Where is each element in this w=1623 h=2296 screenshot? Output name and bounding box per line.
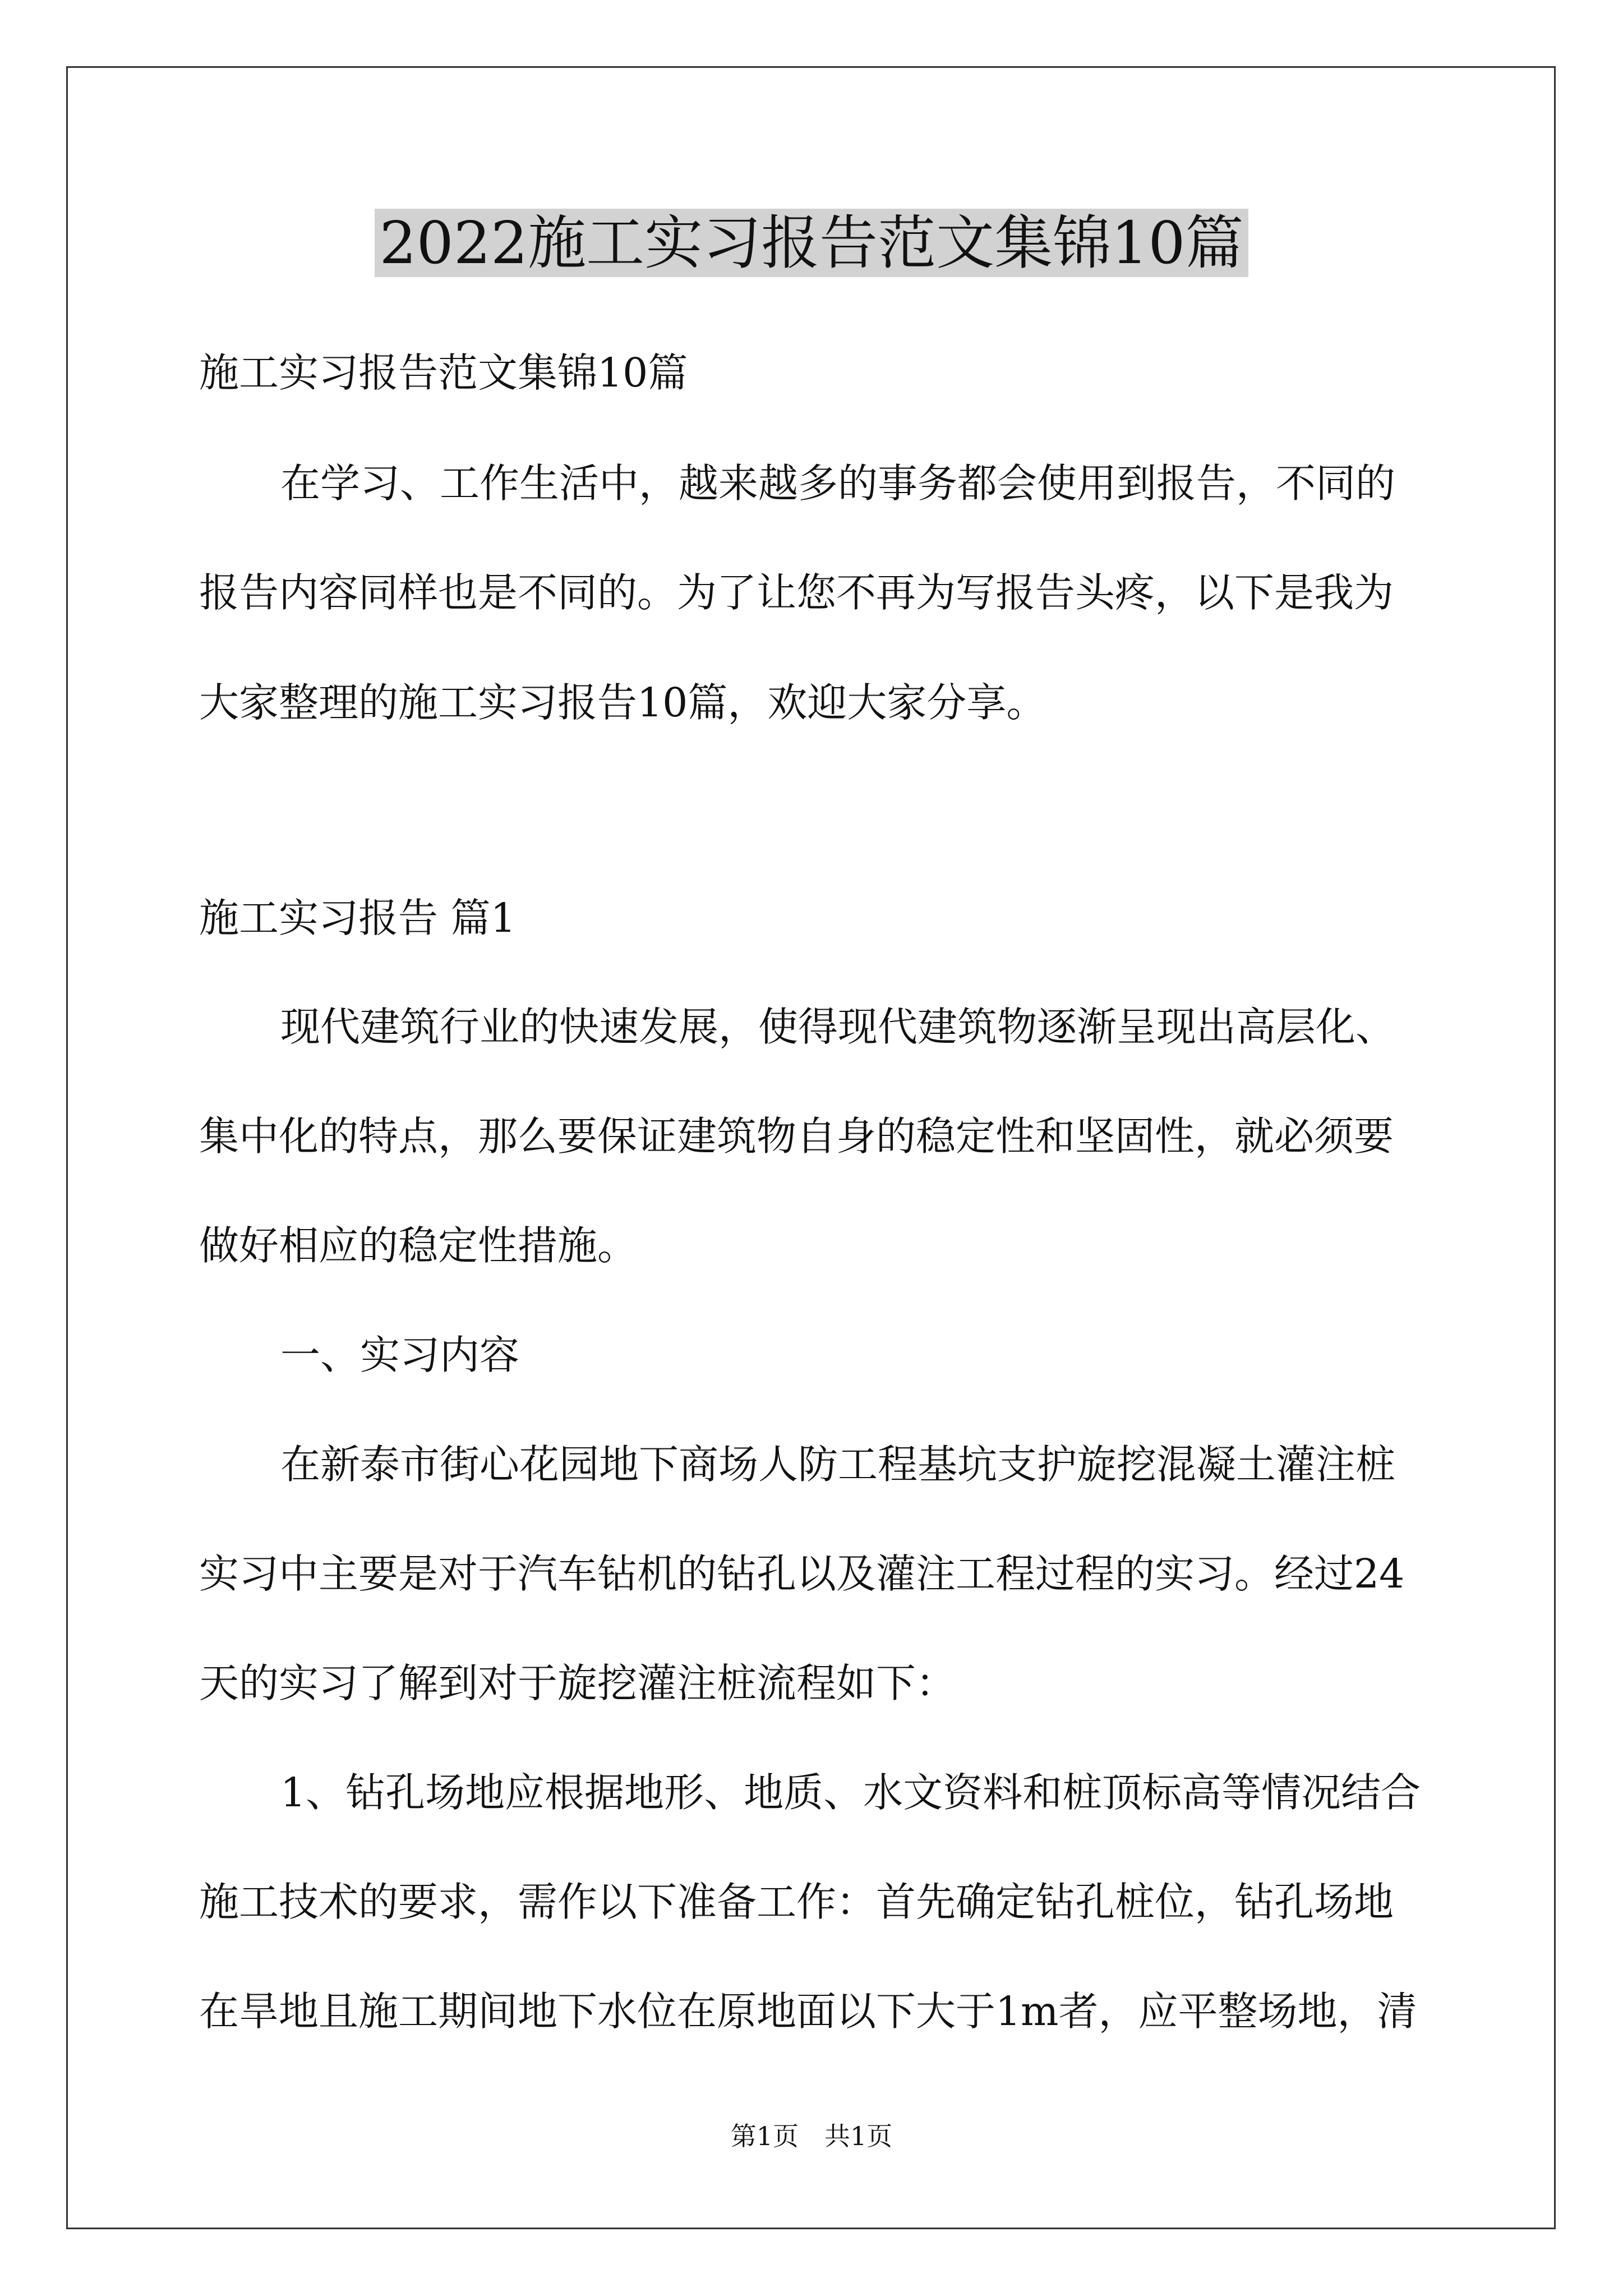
document-title	[0, 201, 1623, 285]
paragraph-line: 在新泰市街心花园地下商场人防工程基坑支护旋挖混凝土灌注桩	[280, 1441, 1396, 1488]
paragraph-line: 实习中主要是对于汽车钻机的钻孔以及灌注工程过程的实习。经过24	[199, 1550, 1405, 1597]
paragraph-line: 在旱地且施工期间地下水位在原地面以下大于1m者，应平整场地，清	[199, 1988, 1417, 2035]
paragraph-line: 在学习、工作生活中，越来越多的事务都会使用到报告，不同的	[280, 460, 1396, 507]
paragraph-line: 大家整理的施工实习报告10篇，欢迎大家分享。	[199, 679, 1046, 726]
section-heading: 施工实习报告 篇1	[199, 895, 516, 941]
document-title-text: 2022施工实习报告范文集锦10篇	[375, 209, 1248, 277]
paragraph-line: 1、钻孔场地应根据地形、地质、水文资料和桩顶标高等情况结合	[280, 1769, 1421, 1816]
paragraph-line: 报告内容同样也是不同的。为了让您不再为写报告头疼，以下是我为	[199, 569, 1394, 616]
paragraph-line: 做好相应的稳定性措施。	[199, 1222, 638, 1269]
subtitle-line: 施工实习报告范文集锦10篇	[199, 349, 688, 396]
page-number: 第1页 共1页	[730, 2121, 893, 2151]
subsection-heading: 一、实习内容	[280, 1332, 520, 1378]
paragraph-line: 现代建筑行业的快速发展，使得现代建筑物逐渐呈现出高层化、	[280, 1004, 1396, 1050]
paragraph-line: 天的实习了解到对于旋挖灌注桩流程如下：	[199, 1660, 956, 1706]
paragraph-line: 施工技术的要求，需作以下准备工作：首先确定钻孔桩位，钻孔场地	[199, 1879, 1394, 1925]
paragraph-line: 集中化的特点，那么要保证建筑物自身的稳定性和坚固性，就必须要	[199, 1113, 1394, 1159]
